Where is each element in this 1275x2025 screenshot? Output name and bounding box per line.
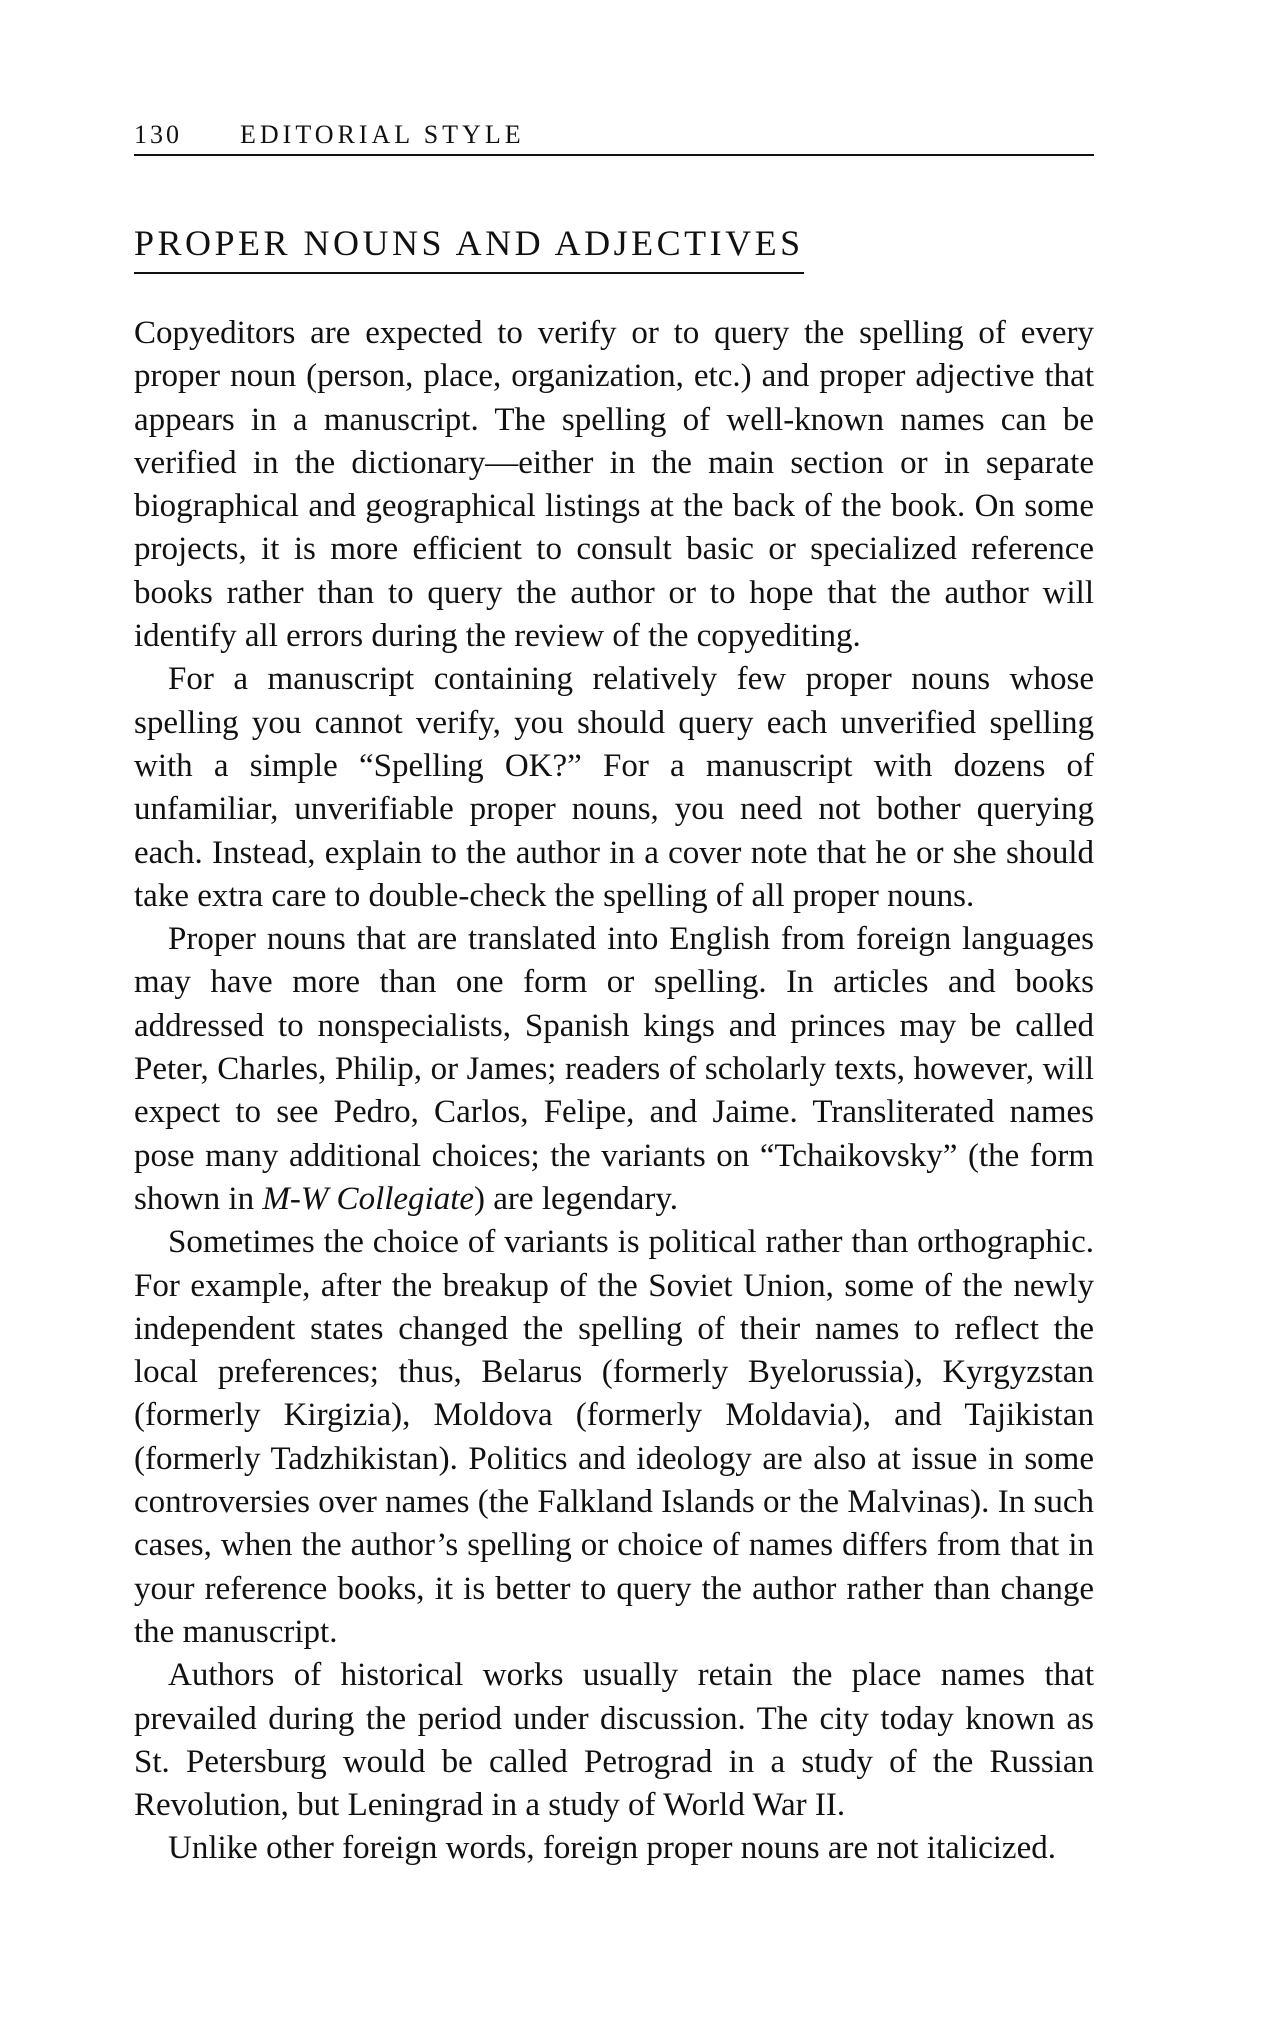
running-head (134, 110, 1094, 156)
running-title: EDITORIAL STYLE (240, 120, 525, 149)
book-title-italic: M-W Collegiate (262, 1180, 475, 1217)
paragraph-text: ) are legendary. (474, 1180, 679, 1217)
paragraph: Authors of historical works usually retain the place names that prevailed during the period under discussion. The city today known as St. Petersburg would be called Petrograd in a study of the Russian Revolution, but Leningrad in a study of World War II. (134, 1657, 1094, 1824)
section-heading: PROPER NOUNS AND ADJECTIVES (134, 222, 804, 274)
paragraph: Unlike other foreign words, foreign proper nouns are not italicized. (168, 1830, 1056, 1867)
paragraph-text: Proper nouns that are translated into English from foreign languages may have more than one form or spelling. In articles and books addressed to nonspecialists, Spanish kings and princes may be called Peter, Charles, Philip, or James; readers of scholarly texts, however, will expect to see Pedro, Carlos, Felipe, and Jaime. Transliterated names pose many additional choices; the variants on “Tchaikovsky” (the form shown in (134, 921, 1094, 1217)
body-text (134, 312, 1094, 1871)
paragraph: Copyeditors are expected to verify or to query the spelling of every proper noun (person, place, organization, etc.) and proper adjective that appears in a manuscript. The spelling of well-known names can be verified in the dictionary—either in the main section or in separate biographical and geographical listings at the back of the book. On some projects, it is more efficient to consult basic or specialized reference books rather than to query the author or to hope that the author will identify all errors during the review of the copyediting. (134, 315, 1094, 655)
paragraph: For a manuscript containing relatively few proper nouns whose spelling you cannot verify, you should query each unverified spelling with a simple “Spelling OK?” For a manuscript with dozens of unfamiliar, unverifiable proper nouns, you need not bother querying each. Instead, explain to the author in a cover note that he or she should take extra care to double-check the spelling of all proper nouns. (134, 661, 1094, 914)
page-number: 130 (134, 120, 182, 149)
paragraph: Sometimes the choice of variants is political rather than orthographic. For example, after the breakup of the Soviet Union, some of the newly independent states changed the spelling of their names to reflect the local preferences; thus, Belarus (formerly Byelorussia), Kyrgyzstan (formerly Kirgizia), Moldova (formerly Moldavia), and Tajikistan (formerly Tadzhikistan). Politics and ideology are also at issue in some controversies over names (the Falkland Islands or the Malvinas). In such cases, when the author’s spelling or choice of names differs from that in your reference books, it is better to query the author rather than change the manuscript. (134, 1224, 1094, 1650)
paragraph (134, 918, 1094, 1221)
